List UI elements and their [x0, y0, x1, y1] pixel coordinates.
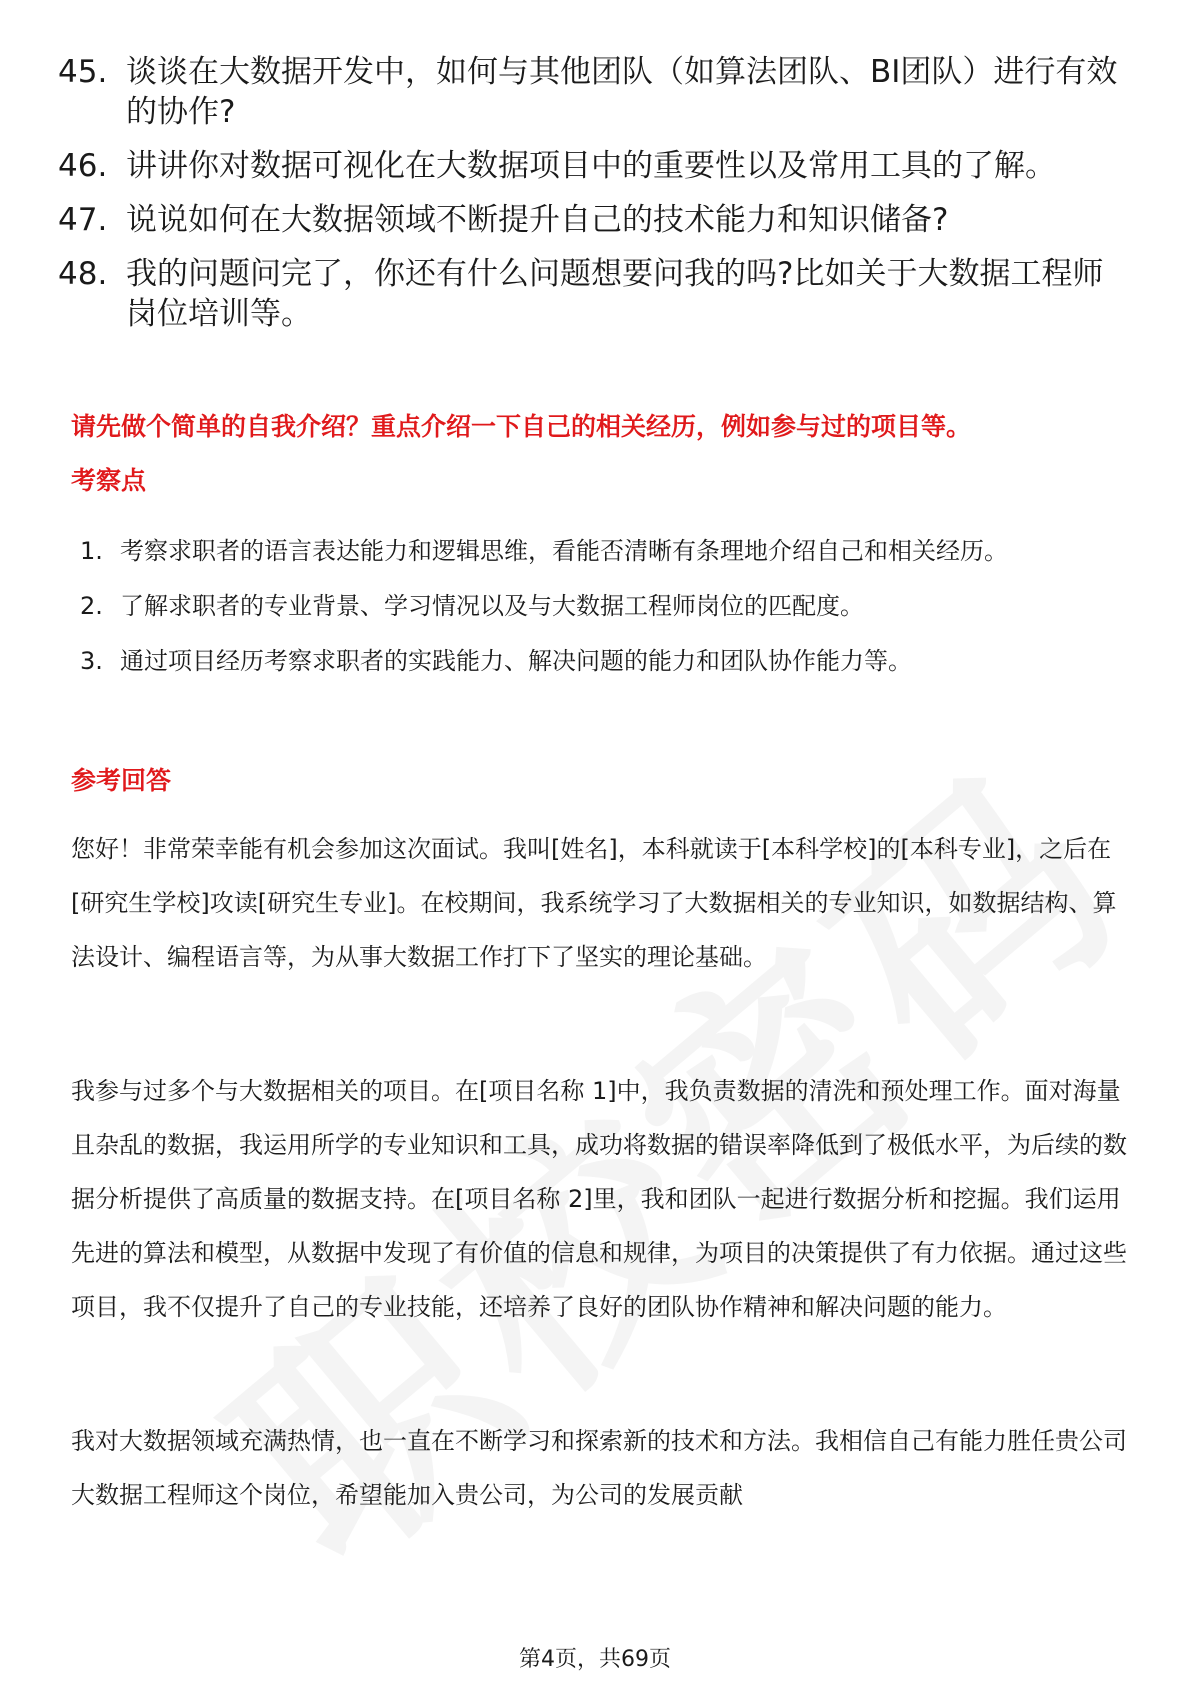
answer-paragraph: 我对大数据领域充满热情，也一直在不断学习和探索新的技术和方法。我相信自己有能力胜任贵公司大数据工程师这个岗位，希望能加入贵公司，为公司的发展贡献 — [71, 1427, 1127, 1509]
point-number: 2. — [80, 592, 103, 620]
point-text: 通过项目经历考察求职者的实践能力、解决问题的能力和团队协作能力等。 — [120, 647, 912, 675]
point-text: 考察求职者的语言表达能力和逻辑思维，看能否清晰有条理地介绍自己和相关经历。 — [120, 537, 1008, 565]
answer-paragraph: 您好！非常荣幸能有机会参加这次面试。我叫[姓名]，本科就读于[本科学校]的[本科专业]，之后在[研究生学校]攻读[研究生专业]。在校期间，我系统学习了大数据相关的专业知识，如数据结构、算法设计、编程语言等，为从事大数据工作打下了坚实的理论基础。 — [71, 835, 1117, 971]
point-text: 了解求职者的专业背景、学习情况以及与大数据工程师岗位的匹配度。 — [120, 592, 864, 620]
question-list — [58, 52, 1138, 348]
question-number: 47. — [58, 202, 108, 238]
points-heading: 考察点 — [71, 466, 147, 495]
answer-heading: 参考回答 — [71, 766, 172, 795]
question-number: 48. — [58, 256, 108, 292]
question-text: 谈谈在大数据开发中，如何与其他团队（如算法团队、BI团队）进行有效的协作? — [126, 54, 1118, 130]
question-number: 46. — [58, 148, 108, 184]
point-number: 1. — [80, 537, 103, 565]
point-item — [80, 579, 1130, 634]
question-item — [58, 200, 1138, 240]
point-number: 3. — [80, 647, 103, 675]
question-item — [58, 52, 1138, 132]
question-item — [58, 254, 1138, 334]
question-number: 45. — [58, 54, 108, 90]
page-footer: 第4页，共69页 — [519, 1647, 671, 1672]
section-question-heading: 请先做个简单的自我介绍？重点介绍一下自己的相关经历，例如参与过的项目等。 — [71, 412, 972, 441]
points-list — [80, 524, 1130, 689]
question-item — [58, 146, 1138, 186]
point-item — [80, 634, 1130, 689]
question-text: 说说如何在大数据领域不断提升自己的技术能力和知识储备? — [126, 202, 949, 238]
question-text: 讲讲你对数据可视化在大数据项目中的重要性以及常用工具的了解。 — [126, 148, 1056, 184]
question-text: 我的问题问完了，你还有什么问题想要问我的吗?比如关于大数据工程师岗位培训等。 — [126, 256, 1104, 332]
point-item — [80, 524, 1130, 579]
answer-paragraph: 我参与过多个与大数据相关的项目。在[项目名称 1]中，我负责数据的清洗和预处理工作。面对海量且杂乱的数据，我运用所学的专业知识和工具，成功将数据的错误率降低到了极低水平，为后续的数据分析提供了高质量的数据支持。在[项目名称 2]里，我和团队一起进行数据分析和挖掘。我们运用先进的算法和模型，从数据中发现了有价值的信息和规律，为项目的决策提供了有力依据。通过这些项目，我不仅提升了自己的专业技能，还培养了良好的团队协作精神和解决问题的能力。 — [71, 1077, 1127, 1321]
